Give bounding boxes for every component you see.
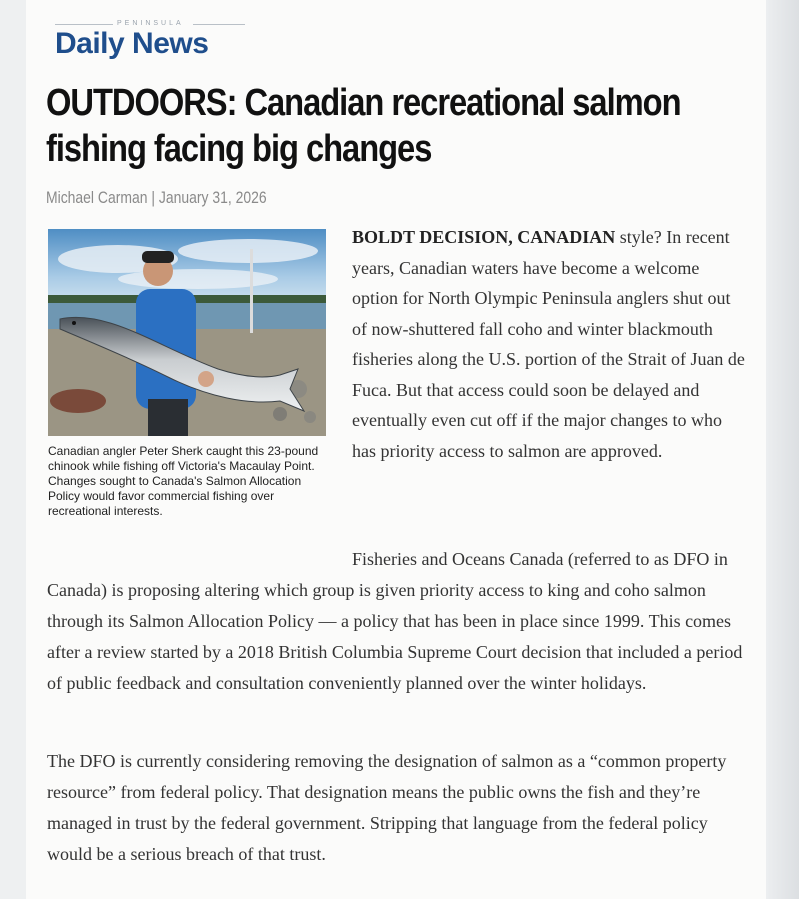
lead-paragraph — [352, 222, 747, 466]
masthead-logo: Daily News — [55, 27, 209, 60]
body-paragraph-3: The DFO is currently considering removing the designation of salmon as a “common property resource” from federal policy. That designation means the public owns the fish and they’re managed in trust by the federal government. Stripping that language from the federal policy would be a serious breach of that trust. — [47, 751, 727, 864]
angler-with-salmon-photo — [48, 229, 326, 436]
article-headline: OUTDOORS: Canadian recreational salmon fishing facing big changes — [46, 82, 681, 170]
lead-kicker: BOLDT DECISION, CANADIAN — [352, 227, 616, 247]
lead-paragraph-text: style? In recent years, Canadian waters have become a welcome option for North Olympic Peninsula anglers shut out of now-shuttered fall coho and winter blackmouth fisheries along the U.S. portion of the Strait of Juan de Fuca. But that access could soon be delayed and eventually even cut off if the major changes to who has priority access to salmon are approved. — [352, 227, 745, 461]
body-paragraph-2: Fisheries and Oceans Canada (referred to as DFO in Canada) is proposing altering which group is given priority access to king and coho salmon through its Salmon Allocation Policy — a policy that has been in place since 1999. This comes after a review started by a 2018 British Columbia Supreme Court decision that included a period of public feedback and consultation conveniently planned over the winter holidays. — [47, 549, 743, 693]
page-left-margin — [0, 0, 26, 899]
masthead-kicker: PENINSULA — [117, 20, 184, 27]
masthead-rule-right — [193, 24, 245, 25]
photo-caption: Canadian angler Peter Sherk caught this 23-pound chinook while fishing off Victoria's Macaulay Point. Changes sought to Canada's Salmon Allocation Policy would favor commercial fishing over recreational interests. — [48, 444, 319, 518]
article-photo[interactable] — [48, 229, 326, 436]
article-byline: Michael Carman | January 31, 2026 — [46, 188, 267, 207]
masthead-rule-left — [55, 24, 113, 25]
page-right-margin — [766, 0, 799, 899]
